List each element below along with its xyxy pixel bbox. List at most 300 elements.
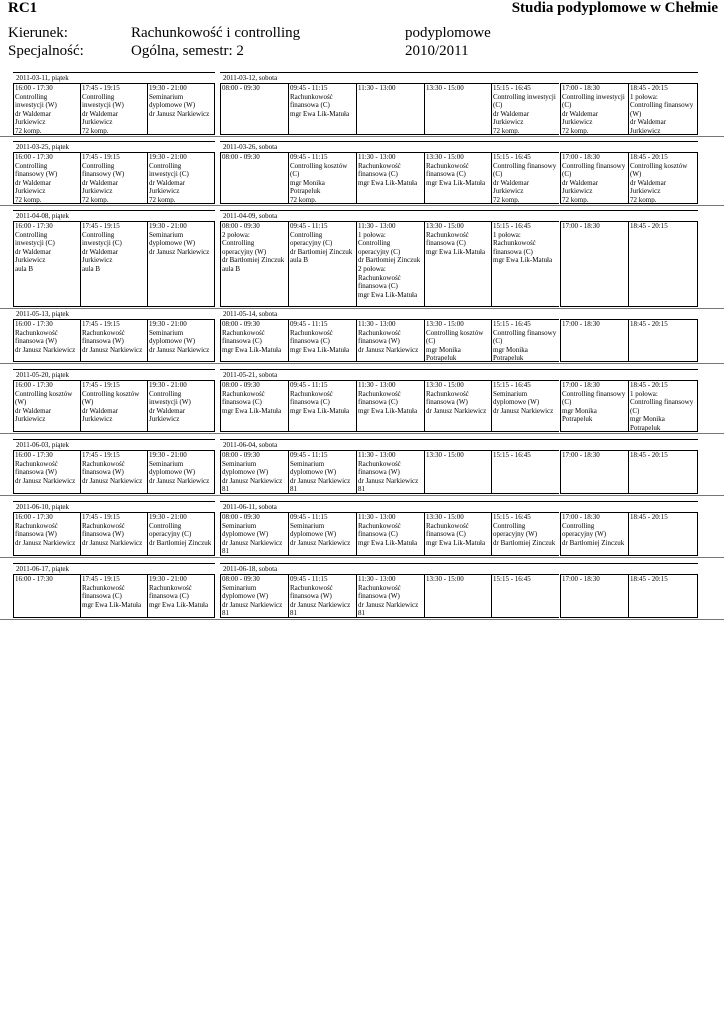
- slot-time: 15:15 - 16:45: [493, 513, 531, 521]
- slot-detail: Rachunkowość: [358, 521, 401, 530]
- day-date-label: 2011-06-11, sobota: [223, 503, 277, 511]
- slot-time: 19:30 - 21:00: [149, 84, 187, 92]
- slot-detail: Rachunkowość: [358, 273, 401, 282]
- slot-detail: dr Janusz Narkiewicz: [290, 538, 351, 547]
- slot-detail: dr Bartłomiej Zinczuk: [149, 538, 212, 547]
- slot-detail: (W): [630, 170, 642, 179]
- slot-detail: Jurkiewicz: [15, 256, 46, 265]
- slot-detail: Controlling inwestycji: [493, 92, 556, 101]
- day-date-label: 2011-05-13, piątek: [16, 310, 70, 318]
- slot-detail: 81: [290, 485, 297, 494]
- time-slot: [80, 83, 147, 135]
- slot-detail: Controlling: [149, 521, 182, 530]
- week-separator: [0, 136, 724, 137]
- time-slot: [560, 83, 628, 135]
- slot-detail: finansowa (C): [290, 337, 330, 346]
- slot-detail: dr Janusz Narkiewicz: [426, 406, 487, 415]
- slot-detail: dr Janusz Narkiewicz: [493, 406, 554, 415]
- time-slot: [80, 221, 147, 307]
- slot-detail: mgr Ewa Lik-Matuła: [82, 600, 142, 609]
- slot-detail: mgr Ewa Lik-Matuła: [222, 345, 282, 354]
- slot-detail: 81: [222, 485, 229, 494]
- time-slot: [628, 319, 698, 362]
- time-slot: [560, 221, 628, 307]
- time-slot: [13, 574, 80, 618]
- slot-detail: Jurkiewicz: [15, 118, 46, 127]
- slot-detail: 1 połowa:: [358, 230, 386, 239]
- group-code: RC1: [8, 0, 38, 16]
- slot-time: 15:15 - 16:45: [493, 381, 531, 389]
- slot-detail: finansowa (C): [426, 170, 466, 179]
- slot-time: 15:15 - 16:45: [493, 153, 531, 161]
- slot-detail: Seminarium: [149, 92, 184, 101]
- saturday-block: [220, 439, 698, 494]
- slot-time: 19:30 - 21:00: [149, 320, 187, 328]
- slot-detail: inwestycji (C): [15, 239, 55, 248]
- slot-detail: finansowa (W): [15, 337, 57, 346]
- slot-detail: inwestycji (C): [82, 239, 122, 248]
- slot-detail: Rachunkowość: [149, 583, 192, 592]
- slot-detail: Controlling: [82, 230, 115, 239]
- slot-time: 18:45 - 20:15: [630, 320, 668, 328]
- time-slot: [491, 319, 559, 362]
- slot-time: 13:30 - 15:00: [426, 320, 464, 328]
- slot-detail: Controlling finansowy: [493, 328, 557, 337]
- slot-time: 09:45 - 11:15: [290, 381, 328, 389]
- slot-detail: Controlling finansowy: [630, 398, 694, 407]
- slot-time: 13:30 - 15:00: [426, 513, 464, 521]
- time-slot: [491, 450, 559, 494]
- slot-detail: 81: [358, 609, 365, 618]
- slot-time: 11:30 - 13:00: [358, 451, 396, 459]
- time-slot: [220, 512, 288, 556]
- slot-time: 13:30 - 15:00: [426, 222, 464, 230]
- friday-block: [13, 210, 215, 307]
- slot-time: 13:30 - 15:00: [426, 84, 464, 92]
- slot-time: 13:30 - 15:00: [426, 153, 464, 161]
- time-slot: [13, 152, 80, 204]
- slot-detail: Rachunkowość: [82, 521, 125, 530]
- week-separator: [0, 495, 724, 496]
- slot-time: 16:00 - 17:30: [15, 222, 53, 230]
- slot-detail: dr Waldemar: [82, 109, 119, 118]
- saturday-block: [220, 369, 698, 432]
- slot-detail: 72 komp.: [15, 195, 42, 204]
- slot-detail: (C): [630, 406, 640, 415]
- saturday-block: [220, 210, 698, 307]
- day-date-label: 2011-05-21, sobota: [223, 371, 278, 379]
- week-separator: [0, 433, 724, 434]
- time-slot: [80, 450, 147, 494]
- slot-detail: Controlling: [82, 92, 115, 101]
- slot-detail: dr Waldemar: [630, 178, 667, 187]
- time-slot: [80, 574, 147, 618]
- slot-detail: 2 połowa:: [358, 264, 386, 273]
- slot-time: 16:00 - 17:30: [15, 451, 53, 459]
- slot-detail: finansowa (W): [15, 530, 57, 539]
- slot-detail: Controlling: [222, 239, 255, 248]
- slot-time: 15:15 - 16:45: [493, 575, 531, 583]
- slot-detail: inwestycji (W): [149, 398, 191, 407]
- slot-detail: Controlling inwestycji: [562, 92, 625, 101]
- slot-detail: mgr Ewa Lik-Matuła: [290, 109, 350, 118]
- time-slot: [13, 512, 80, 556]
- slot-detail: finansowa (C): [358, 530, 398, 539]
- time-slot: [424, 380, 492, 432]
- slot-detail: mgr Ewa Lik-Matuła: [358, 406, 418, 415]
- slot-detail: finansowa (C): [358, 398, 398, 407]
- slot-time: 11:30 - 13:00: [358, 575, 396, 583]
- slot-detail: mgr Ewa Lik-Matuła: [290, 406, 350, 415]
- slot-detail: Jurkiewicz: [15, 415, 46, 424]
- slot-detail: Rachunkowość: [290, 389, 333, 398]
- time-slot: [491, 152, 559, 204]
- slot-detail: Seminarium: [290, 459, 325, 468]
- slot-detail: Rachunkowość: [290, 583, 333, 592]
- slot-detail: 81: [290, 609, 297, 618]
- day-date-label: 2011-06-17, piątek: [16, 565, 70, 573]
- document-header: [0, 0, 724, 62]
- slot-detail: Controlling finansowy: [562, 161, 626, 170]
- slot-detail: dr Waldemar: [630, 118, 667, 127]
- slot-detail: 72 komp.: [15, 126, 42, 135]
- week-separator: [0, 619, 724, 620]
- time-slot: [220, 574, 288, 618]
- slot-detail: finansowa (C): [222, 398, 262, 407]
- slot-detail: 1 połowa:: [493, 230, 521, 239]
- slot-time: 11:30 - 13:00: [358, 153, 396, 161]
- slot-detail: dr Waldemar: [149, 178, 186, 187]
- slot-time: 08:00 - 09:30: [222, 222, 260, 230]
- slot-time: 18:45 - 20:15: [630, 513, 668, 521]
- slot-detail: (C): [493, 337, 503, 346]
- slot-time: 09:45 - 11:15: [290, 222, 328, 230]
- slot-detail: dr Janusz Narkiewicz: [15, 476, 76, 485]
- slot-detail: Rachunkowość: [358, 161, 401, 170]
- time-slot: [356, 152, 424, 204]
- slot-detail: 1 połowa:: [630, 389, 658, 398]
- slot-detail: Controlling kosztów: [426, 328, 484, 337]
- slot-detail: 72 komp.: [493, 195, 520, 204]
- time-slot: [80, 512, 147, 556]
- slot-detail: Rachunkowość: [15, 459, 58, 468]
- slot-detail: Controlling kosztów: [290, 161, 348, 170]
- day-date-label: 2011-06-18, sobota: [223, 565, 278, 573]
- slot-detail: finansowa (C): [426, 239, 466, 248]
- time-slot: [628, 83, 698, 135]
- saturday-block: [220, 501, 698, 556]
- slot-detail: aula B: [82, 264, 101, 273]
- slot-time: 17:45 - 19:15: [82, 381, 120, 389]
- slot-detail: dr Waldemar: [493, 109, 530, 118]
- slot-detail: 72 komp.: [562, 126, 589, 135]
- slot-detail: Jurkiewicz: [493, 118, 524, 127]
- slot-time: 18:45 - 20:15: [630, 575, 668, 583]
- slot-time: 09:45 - 11:15: [290, 451, 328, 459]
- slot-detail: mgr Ewa Lik-Matuła: [426, 538, 486, 547]
- slot-detail: aula B: [15, 264, 34, 273]
- time-slot: [356, 83, 424, 135]
- slot-detail: operacyjny (W): [562, 530, 607, 539]
- time-slot: [424, 221, 492, 307]
- slot-detail: dr Waldemar: [493, 178, 530, 187]
- slot-time: 08:00 - 09:30: [222, 575, 260, 583]
- slot-detail: 72 komp.: [82, 195, 109, 204]
- slot-detail: dr Janusz Narkiewicz: [149, 476, 210, 485]
- time-slot: [288, 152, 356, 204]
- friday-block: [13, 141, 215, 204]
- slot-detail: 1 połowa:: [630, 92, 658, 101]
- slot-detail: 72 komp.: [630, 195, 657, 204]
- slot-detail: Controlling kosztów: [630, 161, 688, 170]
- slot-detail: dr Janusz Narkiewicz: [222, 476, 283, 485]
- slot-detail: dr Waldemar: [562, 109, 599, 118]
- slot-detail: dr Janusz Narkiewicz: [15, 345, 76, 354]
- slot-detail: finansowa (C): [290, 398, 330, 407]
- slot-detail: dyplomowe (W): [222, 530, 269, 539]
- saturday-block: [220, 141, 698, 204]
- slot-detail: 72 komp.: [149, 195, 176, 204]
- slot-detail: inwestycji (W): [15, 101, 57, 110]
- slot-detail: finansowa (W): [358, 337, 400, 346]
- slot-detail: finansowa (C): [358, 282, 398, 291]
- slot-detail: inwestycji (C): [149, 170, 189, 179]
- slot-time: 16:00 - 17:30: [15, 320, 53, 328]
- slot-detail: operacyjny (W): [222, 247, 267, 256]
- time-slot: [491, 380, 559, 432]
- slot-detail: Rachunkowość: [426, 230, 469, 239]
- slot-detail: dr Janusz Narkiewicz: [15, 538, 76, 547]
- time-slot: [491, 83, 559, 135]
- time-slot: [288, 380, 356, 432]
- slot-detail: mgr Monika: [630, 415, 665, 424]
- slot-detail: Controlling finansowy: [493, 161, 557, 170]
- day-date-label: 2011-03-12, sobota: [223, 74, 278, 82]
- slot-time: 18:45 - 20:15: [630, 153, 668, 161]
- slot-detail: dr Waldemar: [15, 406, 52, 415]
- slot-detail: Potrapeluk: [630, 423, 661, 432]
- slot-detail: Seminarium: [222, 521, 257, 530]
- time-slot: [356, 450, 424, 494]
- time-slot: [288, 319, 356, 362]
- friday-block: [13, 369, 215, 432]
- slot-detail: (C): [426, 337, 436, 346]
- slot-time: 17:00 - 18:30: [562, 513, 600, 521]
- time-slot: [560, 450, 628, 494]
- slot-time: 16:00 - 17:30: [15, 513, 53, 521]
- day-date-label: 2011-03-11, piątek: [16, 74, 69, 82]
- slot-detail: Rachunkowość: [222, 328, 265, 337]
- time-slot: [147, 319, 215, 362]
- slot-detail: mgr Ewa Lik-Matuła: [358, 290, 418, 299]
- time-slot: [220, 152, 288, 204]
- friday-block: [13, 563, 215, 618]
- field-label: Kierunek:: [8, 25, 68, 41]
- slot-detail: 72 komp.: [562, 195, 589, 204]
- time-slot: [491, 574, 559, 618]
- slot-time: 17:00 - 18:30: [562, 575, 600, 583]
- slot-detail: dr Waldemar: [82, 406, 119, 415]
- time-slot: [13, 319, 80, 362]
- slot-detail: mgr Monika: [426, 345, 461, 354]
- slot-time: 08:00 - 09:30: [222, 451, 260, 459]
- slot-detail: Rachunkowość: [82, 328, 125, 337]
- slot-detail: Jurkiewicz: [15, 187, 46, 196]
- slot-detail: dr Janusz Narkiewicz: [149, 247, 210, 256]
- slot-time: 09:45 - 11:15: [290, 320, 328, 328]
- slot-detail: 72 komp.: [290, 195, 317, 204]
- slot-detail: (W): [630, 109, 642, 118]
- slot-detail: (C): [562, 101, 572, 110]
- slot-time: 13:30 - 15:00: [426, 451, 464, 459]
- slot-detail: Controlling: [15, 161, 48, 170]
- slot-time: 15:15 - 16:45: [493, 451, 531, 459]
- slot-time: 17:45 - 19:15: [82, 513, 120, 521]
- saturday-block: [220, 308, 698, 362]
- time-slot: [288, 221, 356, 307]
- time-slot: [147, 512, 215, 556]
- slot-detail: dr Janusz Narkiewicz: [358, 345, 419, 354]
- slot-detail: dr Janusz Narkiewicz: [290, 476, 351, 485]
- slot-time: 17:00 - 18:30: [562, 153, 600, 161]
- slot-time: 08:00 - 09:30: [222, 153, 260, 161]
- slot-detail: dr Janusz Narkiewicz: [358, 600, 419, 609]
- slot-detail: Potrapeluk: [426, 354, 457, 362]
- time-slot: [628, 152, 698, 204]
- slot-time: 08:00 - 09:30: [222, 320, 260, 328]
- time-slot: [220, 83, 288, 135]
- day-date-label: 2011-05-20, piątek: [16, 371, 70, 379]
- slot-time: 18:45 - 20:15: [630, 84, 668, 92]
- slot-detail: Jurkiewicz: [149, 187, 180, 196]
- slot-detail: (C): [493, 170, 503, 179]
- slot-detail: finansowa (W): [290, 592, 332, 601]
- day-date-label: 2011-06-03, piątek: [16, 441, 70, 449]
- slot-detail: dr Janusz Narkiewicz: [222, 600, 283, 609]
- time-slot: [424, 512, 492, 556]
- time-slot: [13, 221, 80, 307]
- slot-detail: Jurkiewicz: [562, 187, 593, 196]
- slot-time: 19:30 - 21:00: [149, 153, 187, 161]
- slot-time: 15:15 - 16:45: [493, 222, 531, 230]
- time-slot: [220, 450, 288, 494]
- slot-time: 17:45 - 19:15: [82, 222, 120, 230]
- slot-detail: dr Janusz Narkiewicz: [358, 476, 419, 485]
- slot-detail: dyplomowe (W): [149, 239, 196, 248]
- time-slot: [628, 380, 698, 432]
- slot-time: 17:45 - 19:15: [82, 84, 120, 92]
- slot-detail: Seminarium: [290, 521, 325, 530]
- slot-detail: Jurkiewicz: [630, 187, 661, 196]
- slot-time: 09:45 - 11:15: [290, 513, 328, 521]
- slot-detail: Jurkiewicz: [82, 415, 113, 424]
- slot-detail: 72 komp.: [82, 126, 109, 135]
- slot-time: 08:00 - 09:30: [222, 84, 260, 92]
- time-slot: [220, 221, 288, 307]
- time-slot: [13, 83, 80, 135]
- academic-year: 2010/2011: [405, 43, 469, 59]
- slot-time: 19:30 - 21:00: [149, 451, 187, 459]
- slot-time: 11:30 - 13:00: [358, 84, 396, 92]
- slot-detail: Rachunkowość: [290, 92, 333, 101]
- institution-title: Studia podyplomowe w Chełmie: [511, 0, 718, 16]
- friday-block: [13, 72, 215, 135]
- slot-detail: mgr Ewa Lik-Matuła: [358, 538, 418, 547]
- study-type: podyplomowe: [405, 25, 491, 41]
- time-slot: [424, 574, 492, 618]
- slot-time: 17:00 - 18:30: [562, 381, 600, 389]
- slot-time: 16:00 - 17:30: [15, 84, 53, 92]
- slot-detail: operacyjny (C): [358, 247, 401, 256]
- time-slot: [356, 319, 424, 362]
- slot-detail: 81: [222, 609, 229, 618]
- slot-detail: Controlling: [149, 389, 182, 398]
- slot-detail: aula B: [290, 256, 309, 265]
- slot-time: 15:15 - 16:45: [493, 84, 531, 92]
- field-value: Rachunkowość i controlling: [131, 25, 301, 41]
- slot-detail: Rachunkowość: [358, 459, 401, 468]
- week-separator: [0, 205, 724, 206]
- slot-detail: finansowa (W): [358, 592, 400, 601]
- slot-detail: 81: [222, 547, 229, 556]
- slot-detail: dr Janusz Narkiewicz: [149, 109, 210, 118]
- time-slot: [560, 512, 628, 556]
- slot-detail: finansowa (W): [82, 530, 124, 539]
- slot-time: 11:30 - 13:00: [358, 381, 396, 389]
- time-slot: [80, 380, 147, 432]
- friday-block: [13, 308, 215, 362]
- slot-detail: finansowa (W): [82, 337, 124, 346]
- slot-detail: mgr Ewa Lik-Matuła: [290, 345, 350, 354]
- slot-detail: Potrapeluk: [493, 354, 524, 362]
- slot-time: 09:45 - 11:15: [290, 84, 328, 92]
- slot-time: 17:45 - 19:15: [82, 320, 120, 328]
- slot-time: 15:15 - 16:45: [493, 320, 531, 328]
- slot-time: 18:45 - 20:15: [630, 222, 668, 230]
- slot-detail: mgr Monika: [493, 345, 528, 354]
- slot-time: 17:45 - 19:15: [82, 153, 120, 161]
- slot-detail: (W): [15, 398, 27, 407]
- slot-detail: Controlling finansowy: [562, 389, 626, 398]
- slot-detail: dyplomowe (W): [149, 468, 196, 477]
- slot-detail: Controlling: [358, 239, 391, 248]
- slot-time: 17:00 - 18:30: [562, 84, 600, 92]
- slot-detail: dr Waldemar: [15, 247, 52, 256]
- friday-block: [13, 501, 215, 556]
- slot-time: 08:00 - 09:30: [222, 381, 260, 389]
- time-slot: [356, 380, 424, 432]
- day-date-label: 2011-04-08, piątek: [16, 212, 70, 220]
- slot-detail: mgr Monika: [290, 178, 325, 187]
- slot-detail: Seminarium: [149, 459, 184, 468]
- time-slot: [560, 319, 628, 362]
- time-slot: [424, 152, 492, 204]
- slot-detail: Controlling: [149, 161, 182, 170]
- slot-detail: (C): [562, 398, 572, 407]
- saturday-block: [220, 72, 698, 135]
- slot-detail: Jurkiewicz: [149, 415, 180, 424]
- slot-detail: dr Waldemar: [562, 178, 599, 187]
- slot-detail: Controlling: [290, 230, 323, 239]
- slot-detail: Seminarium: [149, 230, 184, 239]
- slot-detail: dyplomowe (W): [222, 468, 269, 477]
- slot-detail: Controlling: [493, 521, 526, 530]
- slot-detail: finansowa (C): [222, 337, 262, 346]
- slot-time: 19:30 - 21:00: [149, 575, 187, 583]
- slot-detail: finansowa (W): [358, 468, 400, 477]
- slot-detail: Rachunkowość: [82, 583, 125, 592]
- time-slot: [628, 574, 698, 618]
